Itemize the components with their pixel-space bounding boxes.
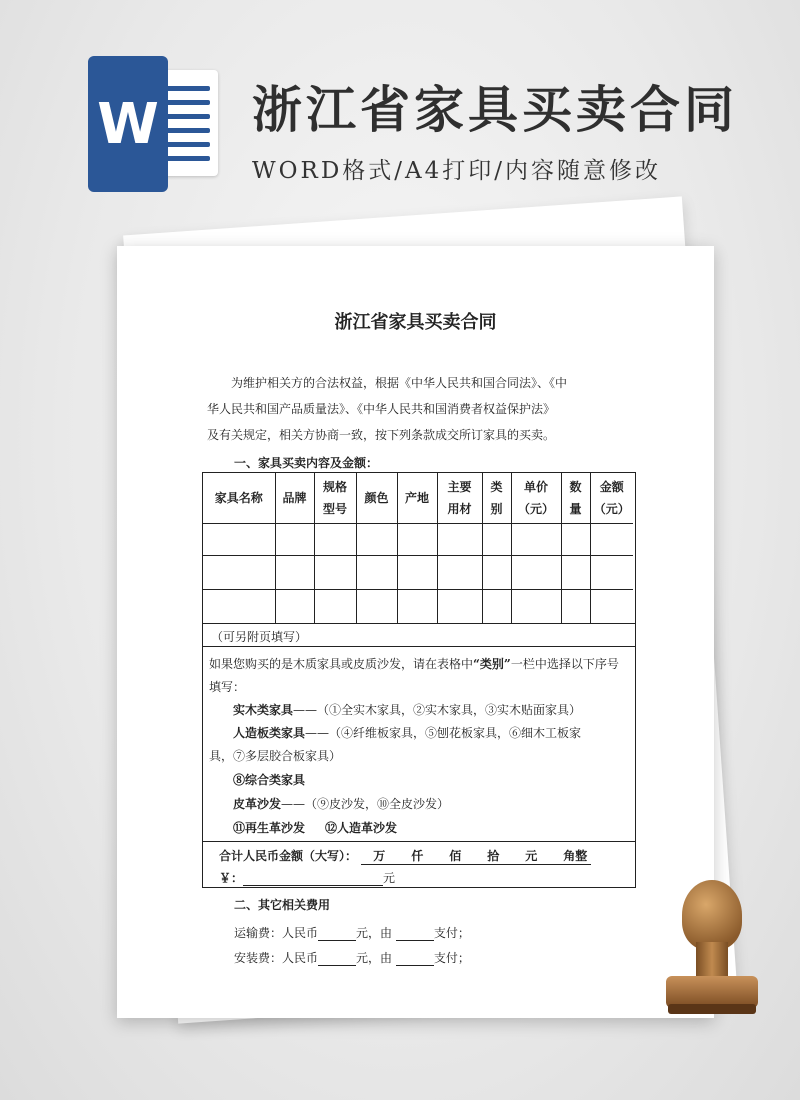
total-amount-field[interactable]: 万 仟 佰 拾 元 角整	[361, 847, 591, 865]
document-page	[117, 246, 714, 1018]
fee-field[interactable]	[318, 928, 356, 941]
table-cell[interactable]	[437, 589, 482, 623]
table-cell[interactable]	[356, 589, 397, 623]
header-cell: 产地	[397, 473, 437, 523]
table-cell[interactable]	[397, 555, 437, 589]
table-row	[203, 523, 633, 555]
option-board-cont: 具，⑦多层胶合板家具）	[209, 749, 342, 763]
option-recycled: ⑪再生革沙发 ⑫人造革沙发	[233, 821, 398, 835]
table-row	[203, 589, 633, 623]
page-title: 浙江省家具买卖合同	[252, 81, 738, 139]
table-cell[interactable]	[511, 589, 561, 623]
table-cell[interactable]	[397, 523, 437, 555]
category-instruction: 如果您购买的是木质家具或皮质沙发，请在表格中“类别”一栏中选择以下序号填写：	[209, 657, 619, 694]
header-cell: 主要 用材	[437, 473, 482, 523]
page-subtitle: WORD格式/A4打印/内容随意修改	[252, 158, 661, 184]
payer-field[interactable]	[396, 953, 434, 966]
header-cell: 数 量	[561, 473, 590, 523]
table-cell[interactable]	[482, 555, 511, 589]
intro-line: 及有关规定，相关方协商一致，按下列条款成交所订家具的买卖。	[207, 428, 556, 442]
stamp-icon	[660, 880, 760, 1030]
total-amount: 合计人民币金额（大写）： 万 仟 佰 拾 元 角整	[219, 847, 591, 865]
table-cell[interactable]	[561, 555, 590, 589]
table-cell[interactable]	[356, 555, 397, 589]
table-cell[interactable]	[314, 589, 356, 623]
table-cell[interactable]	[203, 555, 275, 589]
option-solid-wood: 实木类家具——（①全实木家具，②实木家具，③实木贴面家具）	[233, 703, 582, 717]
intro-text	[207, 370, 627, 448]
table-cell[interactable]	[590, 555, 633, 589]
fee-field[interactable]	[318, 953, 356, 966]
header-cell: 家具名称	[203, 473, 275, 523]
header-cell: 规格 型号	[314, 473, 356, 523]
option-mixed: ⑧综合类家具	[233, 773, 306, 787]
table-cell[interactable]	[511, 555, 561, 589]
intro-line: 华人民共和国产品质量法》、《中华人民共和国消费者权益保护法》	[207, 402, 556, 416]
contract-box	[202, 472, 636, 888]
table-cell[interactable]	[203, 523, 275, 555]
table-cell[interactable]	[437, 523, 482, 555]
header-cell: 类 别	[482, 473, 511, 523]
table-cell[interactable]	[203, 589, 275, 623]
option-board: 人造板类家具——（④纤维板家具，⑤刨花板家具，⑥细木工板家	[233, 726, 582, 740]
header-cell: 品牌	[275, 473, 314, 523]
table-cell[interactable]	[482, 523, 511, 555]
goods-table	[203, 473, 633, 624]
word-badge: W	[88, 56, 168, 192]
option-leather: 皮革沙发——（⑨皮沙发，⑩全皮沙发）	[233, 797, 450, 811]
yen-amount-field[interactable]	[243, 871, 383, 886]
table-cell[interactable]	[397, 589, 437, 623]
table-cell[interactable]	[356, 523, 397, 555]
table-cell[interactable]	[314, 555, 356, 589]
table-header-row	[203, 473, 633, 523]
header-cell: 颜色	[356, 473, 397, 523]
yen-amount: ￥： 元	[219, 871, 396, 885]
table-cell[interactable]	[511, 523, 561, 555]
intro-line: 为维护相关方的合法权益，根据《中华人民共和国合同法》、《中	[231, 376, 568, 390]
word-logo-icon	[88, 56, 218, 192]
table-cell[interactable]	[482, 589, 511, 623]
table-cell[interactable]	[314, 523, 356, 555]
transport-fee: 运输费：人民币 元，由 支付；	[234, 926, 470, 940]
header-cell: 单价 （元）	[511, 473, 561, 523]
table-cell[interactable]	[590, 523, 633, 555]
document-title: 浙江省家具买卖合同	[334, 312, 497, 333]
attach-note: （可另附页填写）	[211, 630, 308, 644]
section-heading: 一、家具买卖内容及金额：	[234, 456, 379, 470]
table-cell[interactable]	[275, 523, 314, 555]
table-cell[interactable]	[437, 555, 482, 589]
table-cell[interactable]	[561, 589, 590, 623]
table-cell[interactable]	[590, 589, 633, 623]
section-heading: 二、其它相关费用	[234, 898, 331, 912]
install-fee: 安装费：人民币 元，由 支付；	[234, 951, 470, 965]
table-cell[interactable]	[275, 555, 314, 589]
payer-field[interactable]	[396, 928, 434, 941]
table-row	[203, 555, 633, 589]
table-cell[interactable]	[275, 589, 314, 623]
table-cell[interactable]	[561, 523, 590, 555]
header-cell: 金额 （元）	[590, 473, 633, 523]
